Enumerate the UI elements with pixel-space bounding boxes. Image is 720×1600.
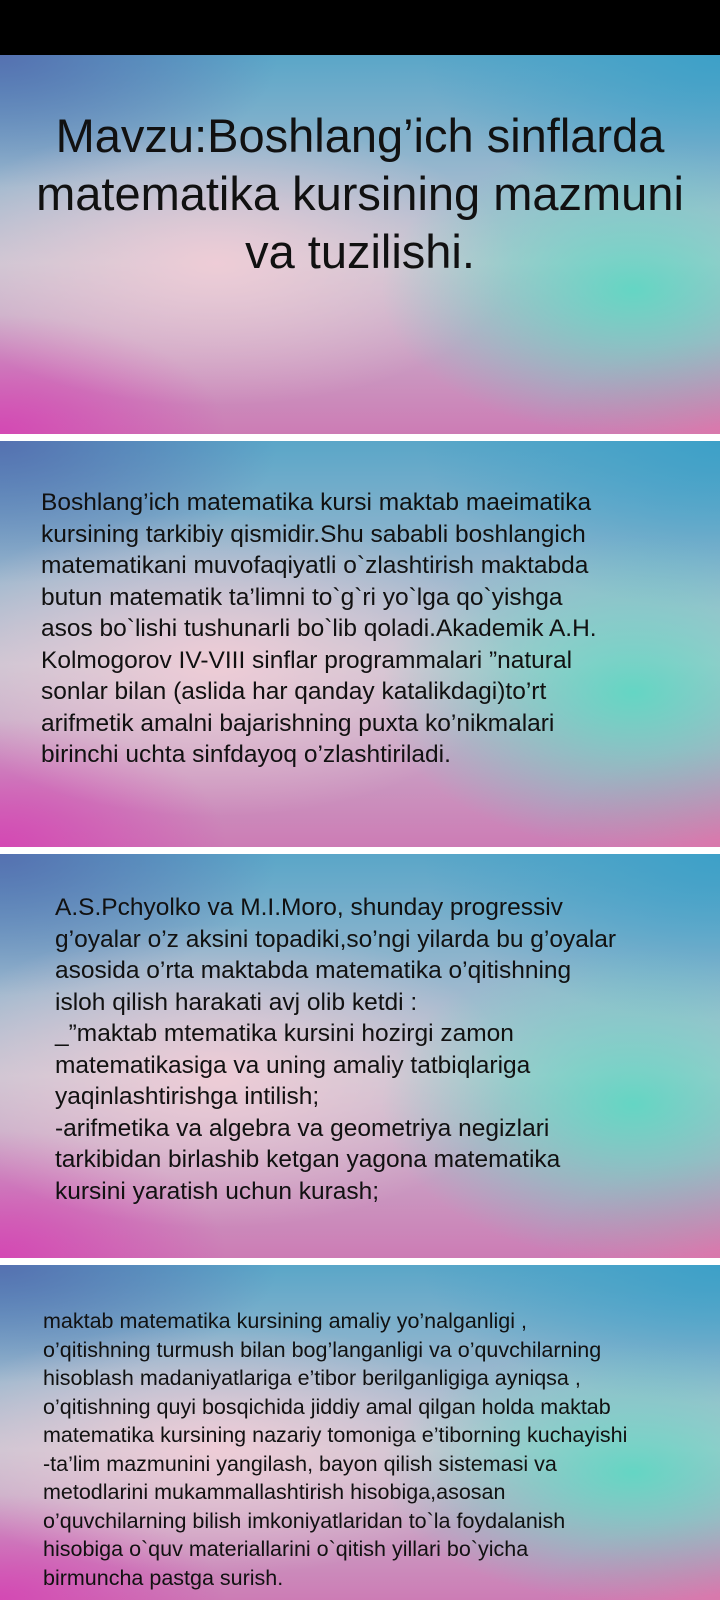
slide-3-text: A.S.Pchyolko va M.I.Moro, shunday progressiv g’oyalar o’z aksini topadiki,so’ngi yilarda bu g’oyalar asosida o’rta maktabda matematika o’qitishning isloh qilish harakati avj olib ketdi : _”maktab mtematika kursini hozirgi zamon matematikasiga va uning amaliy tatbiqlariga yaqinlashtirishga intilish; -arifmetika va algebra va geometriya negizlari tarkibidan birlashib ketgan yagona matematika kursini yaratish uchun kurash;	[55, 894, 617, 1205]
slide-title-text: Mavzu:Boshlang’ich sinflarda matematika kursining mazmuni va tuzilishi.	[36, 109, 684, 278]
slide-3	[0, 854, 720, 1258]
slide-2-text: Boshlang’ich matematika kursi maktab maeimatika kursining tarkibiy qismidir.Shu sababli boshlangich matematikani muvofaqiyatli o`zlashtirish maktabda butun matematik ta’limni to`g`ri yo`lga qo`yishga asos bo`lishi tushunarli bo`lib qoladi.Akademik A.H. Kolmogorov IV-VIII sinflar programmalari ”natural sonlar bilan (aslida har qanday katalikdagi)to’rt arifmetik amalni bajarishning puxta ko’nikmalari birinchi uchta sinfdayoq o’zlashtiriladi.	[41, 489, 597, 768]
slide-4	[0, 1265, 720, 1600]
slide-2	[0, 441, 720, 847]
top-bar	[0, 0, 720, 55]
slide-4-text: maktab matematika kursining amaliy yo’nalganligi , o’qitishning turmush bilan bog’langanligi va o’quvchilarning hisoblash madaniyatlariga e’tibor berilganligiga ayniqsa , o’qitishning quyi bosqichida jiddiy amal qilgan holda maktab matematika kursining nazariy tomoniga e’tiborning kuchayishi -ta’lim mazmunini yangilash, bayon qilish sistemasi va metodlarini mukammallashtirish hisobiga,asosan o’quvchilarning bilish imkoniyatlaridan to`la foydalanish hisobiga o`quv materiallarini o`qitish yillari bo`yicha birmuncha pastga surish.	[43, 1309, 628, 1590]
slide-title	[0, 55, 720, 434]
